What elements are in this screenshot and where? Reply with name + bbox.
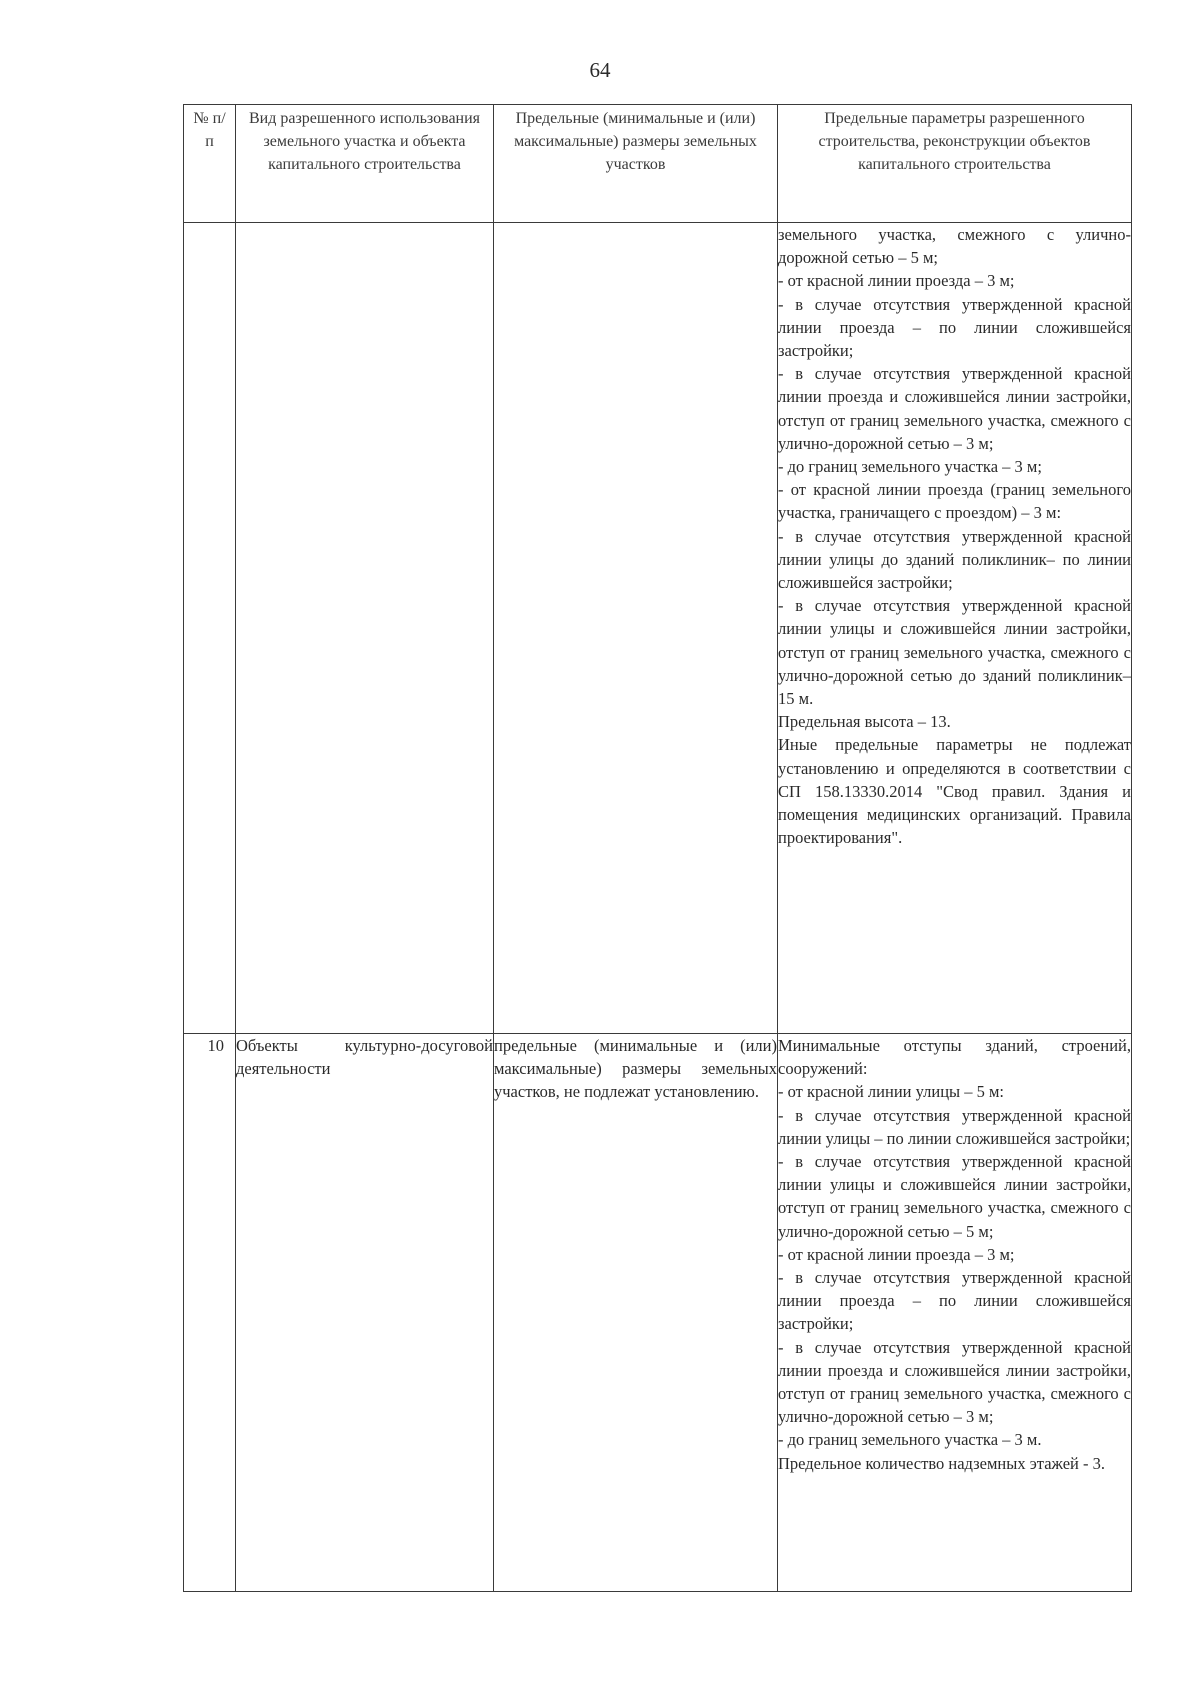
- table-row: [184, 223, 1132, 1034]
- row-use-type: [236, 223, 494, 1034]
- row-number: [184, 223, 236, 1034]
- param-line: - в случае отсутствия утвержденной красной линии улицы и сложившейся линии застройки, отступ от границ земельного участка, смежного с улично-дорожной сетью – 5 м;: [778, 1152, 1131, 1241]
- param-line: - в случае отсутствия утвержденной красной линии проезда и сложившейся линии застройки, отступ от границ земельного участка, смежного с улично-дорожной сетью – 3 м;: [778, 1337, 1131, 1427]
- param-line: - от красной линии проезда – 3 м;: [778, 271, 1015, 291]
- param-line: Иные предельные параметры не подлежат установлению и определяются в соответствии с СП 158.13330.2014 "Свод правил. Здания и помещения медицинских организаций. Правила проектирования".: [778, 735, 1131, 848]
- header-plot-sizes: Предельные (минимальные и (или) максимальные) размеры земельных участков: [494, 105, 778, 223]
- param-line: - в случае отсутствия утвержденной красной линии проезда и сложившейся линии застройки, отступ от границ земельного участка, смежного с улично-дорожной сетью – 3 м;: [778, 364, 1131, 453]
- header-build-params: Предельные параметры разрешенного строительства, реконструкции объектов капитального строительства: [778, 105, 1132, 223]
- param-line: - в случае отсутствия утвержденной красной линии проезда – по линии сложившейся застройки;: [778, 294, 1131, 361]
- param-line: - до границ земельного участка – 3 м.: [778, 1430, 1042, 1450]
- row-plot-sizes: предельные (минимальные и (или) максимальные) размеры земельных участков, не подлежат установлению.: [494, 1034, 778, 1592]
- param-line: - от красной линии проезда (границ земельного участка, граничащего с проездом) – 3 м:: [778, 480, 1131, 523]
- param-line: - в случае отсутствия утвержденной красной линии проезда – по линии сложившейся застройки;: [778, 1268, 1131, 1334]
- param-line: - в случае отсутствия утвержденной красной линии улицы – по линии сложившейся застройки;: [778, 1105, 1131, 1148]
- regulations-table: [183, 104, 1132, 1592]
- header-use-type: Вид разрешенного использования земельного участка и объекта капитального строительства: [236, 105, 494, 223]
- param-line: - в случае отсутствия утвержденной красной линии улицы до зданий поликлиник– по линии сложившейся застройки;: [778, 526, 1131, 593]
- table-row: [184, 1034, 1132, 1592]
- param-line: - от красной линии проезда – 3 м;: [778, 1244, 1015, 1264]
- param-line: Предельное количество надземных этажей - 3.: [778, 1453, 1105, 1473]
- param-line: Предельная высота – 13.: [778, 712, 951, 732]
- param-line: - до границ земельного участка – 3 м;: [778, 457, 1042, 477]
- row-number: 10: [184, 1034, 236, 1592]
- table-header-row: [184, 105, 1132, 223]
- row-build-params: [778, 223, 1132, 1034]
- row-use-type: Объекты культурно-досуговой деятельности: [236, 1034, 494, 1592]
- param-line: - в случае отсутствия утвержденной красной линии улицы и сложившейся линии застройки, отступ от границ земельного участка, смежного с улично-дорожной сетью до зданий поликлиник– 15 м.: [778, 596, 1131, 709]
- param-line: - от красной линии улицы – 5 м:: [778, 1082, 1005, 1102]
- row-build-params: [778, 1034, 1132, 1592]
- param-line: Минимальные отступы зданий, строений, сооружений:: [778, 1036, 1131, 1079]
- page-number: 64: [589, 58, 611, 82]
- header-number: № п/п: [184, 105, 236, 223]
- row-plot-sizes: [494, 223, 778, 1034]
- param-line: земельного участка, смежного с улично-дорожной сетью – 5 м;: [778, 225, 1131, 268]
